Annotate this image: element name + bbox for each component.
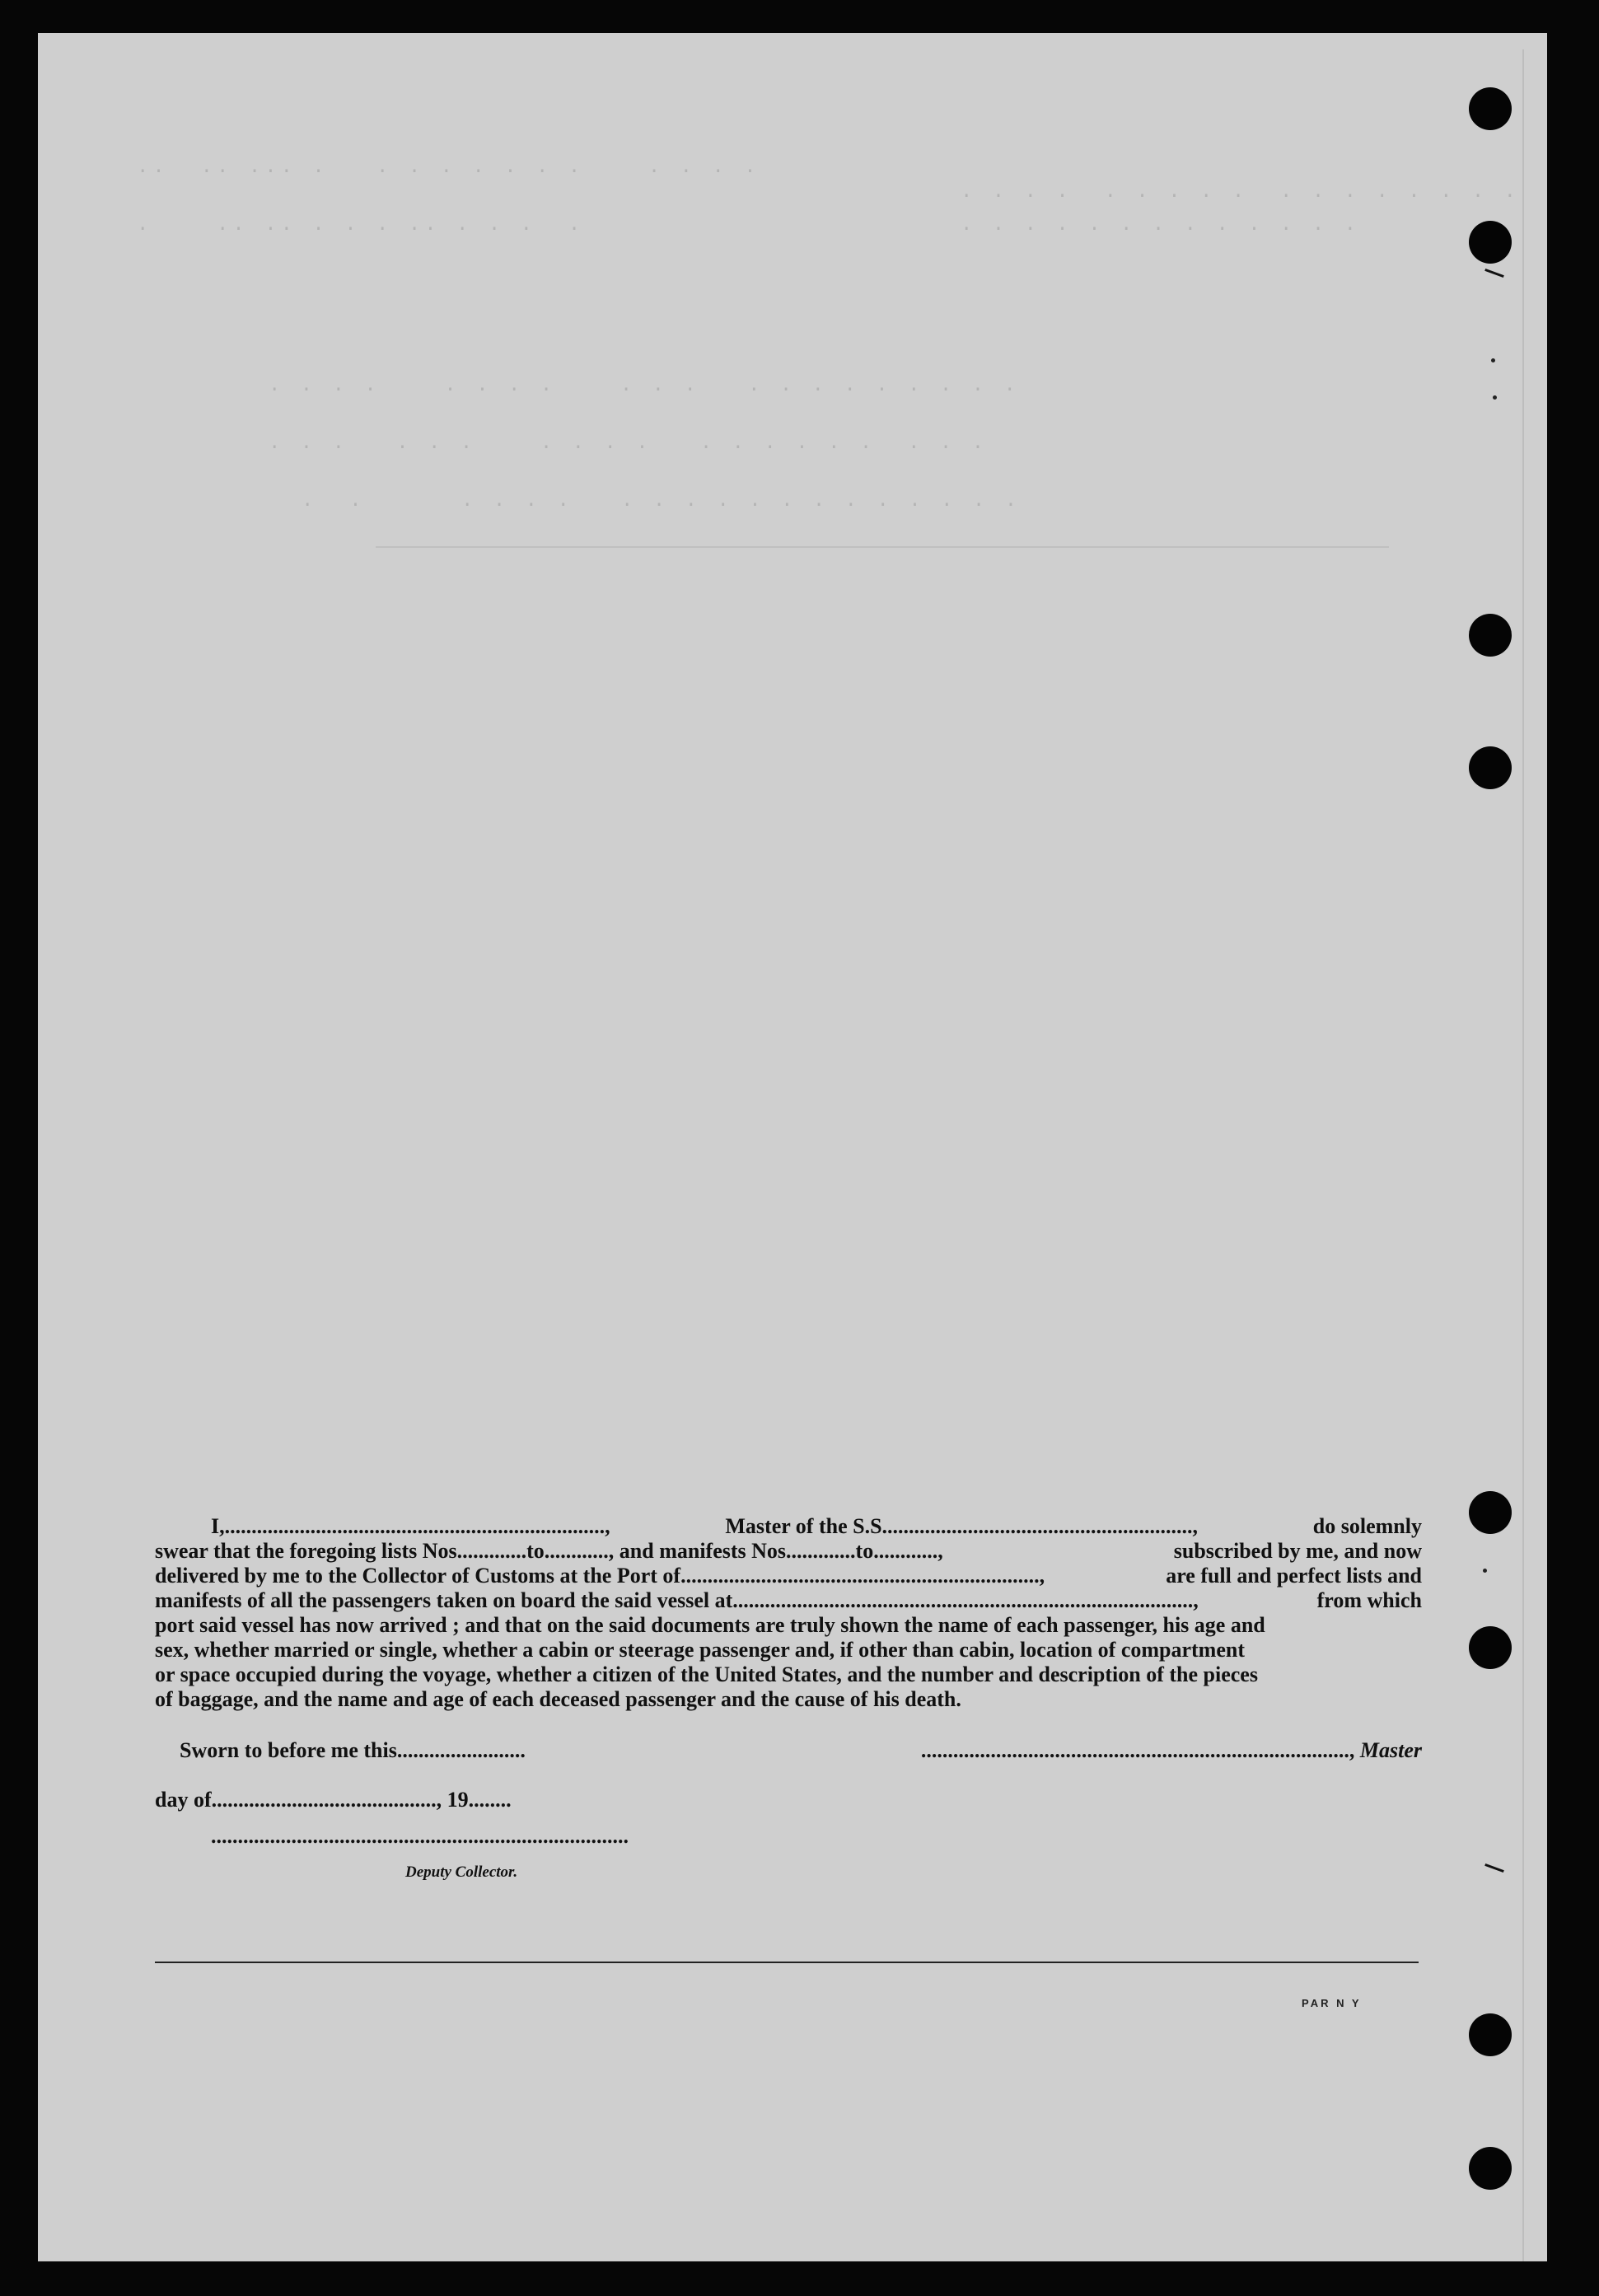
punch-hole: [1469, 614, 1512, 657]
oath-line-8: of baggage, and the name and age of each deceased passenger and the cause of his death.: [155, 1687, 961, 1711]
deputy-collector-label: Deputy Collector.: [405, 1863, 518, 1881]
stray-mark: [1491, 358, 1495, 362]
oath-line-4: manifests of all the passengers taken on board the said vessel at......................................................................................, from which: [155, 1588, 1422, 1612]
manifest-back-page: [38, 33, 1547, 2261]
bleed-through-text: · ·· ·· · · · ·· · · · ·: [137, 218, 585, 241]
bleed-through-text: ·· ·· ··· · · · · · · · · · · · ·: [137, 161, 760, 183]
punch-hole: [1469, 2013, 1512, 2056]
page-edge-line: [1522, 49, 1524, 2261]
oath-line-6: sex, whether married or single, whether a cabin or steerage passenger and, if other than cabin, location of compartment: [155, 1638, 1245, 1662]
sworn-before-line: Sworn to before me this........................: [180, 1738, 526, 1762]
oath-line-1: I,......................................................................., Master of the S.S.........................................................., do solemnly: [211, 1514, 1422, 1538]
master-signature-line: ................................................................................, Master: [920, 1738, 1422, 1762]
punch-hole: [1469, 1626, 1512, 1669]
stray-mark: [1484, 1863, 1504, 1873]
day-of-line: day of.........................................., 19........: [155, 1788, 512, 1812]
punch-hole: [1469, 2147, 1512, 2190]
deputy-signature-line: ..............................................................................: [211, 1824, 629, 1848]
oath-line-5: port said vessel has now arrived ; and that on the said documents are truly shown the name of each passenger, his age and: [155, 1613, 1265, 1637]
bleed-through-text: · · · · · · · · · · · · · · · · · · ·: [269, 437, 989, 459]
bleed-through-text: · · · · · · · · · · · · · · · · · · ·: [302, 494, 1022, 517]
oath-line-2: swear that the foregoing lists Nos.............to............, and manifests Nos.............to............, subscribed by me, and now: [155, 1539, 1422, 1563]
punch-hole: [1469, 746, 1512, 789]
stray-mark: [1484, 269, 1504, 278]
bottom-rule: [155, 1962, 1419, 1963]
punch-hole: [1469, 221, 1512, 264]
bleed-through-text: · · · · · · · · · · · · · · · · · · · ·: [269, 379, 1020, 401]
bleed-through-rule: [376, 546, 1389, 548]
oath-line-3: delivered by me to the Collector of Customs at the Port of..................................................................., are full and perfect lists and: [155, 1564, 1422, 1588]
master-oath-paragraph: [155, 1514, 1422, 1712]
punch-hole: [1469, 87, 1512, 130]
stray-mark: [1483, 1569, 1487, 1573]
master-label: Master: [1359, 1738, 1422, 1762]
punch-hole: [1469, 1491, 1512, 1534]
bleed-through-text: · · · · · · · · · · · · ·: [961, 218, 1361, 241]
stray-mark: [1493, 395, 1497, 400]
oath-line-7: or space occupied during the voyage, whether a citizen of the United States, and the number and description of the pieces: [155, 1662, 1258, 1686]
bleed-through-text: · · · · · · · · · · · · · · · · ·: [961, 185, 1521, 208]
printer-mark: PAR N Y: [1302, 1997, 1362, 2009]
